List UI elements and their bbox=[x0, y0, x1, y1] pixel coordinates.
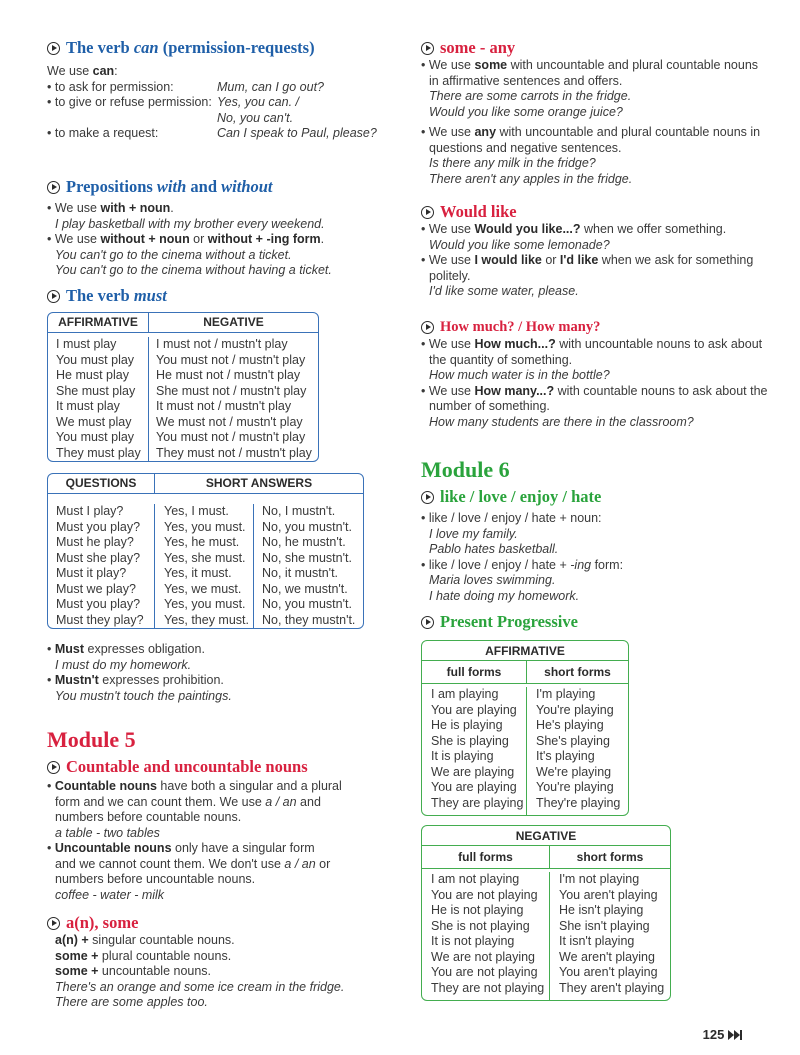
table-cell: You are not playing bbox=[431, 887, 538, 902]
table-cell: Must you play? bbox=[56, 597, 141, 611]
prep-example: You can't go to the cinema without having a ticket. bbox=[55, 263, 332, 277]
must-note: • Must expresses obligation. bbox=[47, 642, 205, 656]
table-cell: You're playing bbox=[536, 702, 614, 717]
table-cell: You must not / mustn't play bbox=[156, 430, 306, 444]
heading-some-any: some - any bbox=[421, 38, 771, 58]
table-column bbox=[48, 504, 155, 629]
table-cell: You are playing bbox=[431, 780, 517, 794]
cu-line: form and we can count them. We use a / an and bbox=[55, 794, 321, 809]
table-cell: Yes, he must. bbox=[164, 535, 240, 549]
table-cell: He is not playing bbox=[431, 903, 524, 917]
cu-line: numbers before uncountable nouns. bbox=[55, 872, 256, 886]
table-cell: No, you mustn't. bbox=[262, 597, 352, 611]
table-cell: They must play bbox=[56, 445, 141, 460]
table-cell: It isn't playing bbox=[559, 934, 635, 948]
section-would-like bbox=[421, 202, 771, 300]
table-cell: Must she play? bbox=[56, 550, 141, 565]
howmuch-example: How much water is in the bottle? bbox=[429, 368, 610, 382]
table-cell: She's playing bbox=[536, 733, 610, 748]
section-how-much bbox=[421, 317, 781, 430]
must-notes bbox=[47, 642, 387, 704]
table-cell: You must play bbox=[56, 430, 135, 444]
table-cell: Yes, I must. bbox=[164, 504, 229, 518]
table-cell: You aren't playing bbox=[559, 887, 658, 902]
prep-line: • We use without + noun or without + -ing form. bbox=[47, 232, 325, 246]
cu-example: coffee - water - milk bbox=[55, 887, 165, 902]
present-progressive-negative-table bbox=[421, 825, 671, 1001]
like-example: I hate doing my homework. bbox=[429, 588, 580, 603]
table-cell: You must play bbox=[56, 352, 135, 367]
table-cell: They are not playing bbox=[431, 980, 545, 995]
audio-play-icon[interactable] bbox=[421, 206, 434, 219]
table-title: NEGATIVE bbox=[422, 826, 670, 846]
like-example: Pablo hates basketball. bbox=[429, 542, 559, 556]
section-some-any bbox=[421, 38, 771, 187]
table-cell: No, you mustn't. bbox=[262, 519, 352, 534]
table-header: short forms bbox=[544, 665, 611, 679]
heading-an-some: a(n), some bbox=[47, 913, 387, 933]
prep-line: • We use with + noun. bbox=[47, 201, 174, 215]
an-line: some + plural countable nouns. bbox=[55, 948, 232, 963]
page-number: 125 bbox=[703, 1027, 742, 1043]
table-cell: You are playing bbox=[431, 702, 517, 717]
prep-example: You can't go to the cinema without a ticket. bbox=[55, 247, 292, 262]
table-header: AFFIRMATIVE bbox=[48, 313, 149, 332]
audio-play-icon[interactable] bbox=[421, 321, 434, 334]
table-header: full forms bbox=[422, 846, 550, 868]
table-cell: Must it play? bbox=[56, 566, 127, 580]
table-cell: You must not / mustn't play bbox=[156, 352, 306, 367]
section-verb-can bbox=[47, 38, 387, 142]
table-cell: He's playing bbox=[536, 718, 604, 732]
table-cell: No, we mustn't. bbox=[262, 581, 348, 596]
can-row: • to ask for permission: Mum, can I go out? bbox=[47, 79, 325, 94]
must-note: • Mustn't expresses prohibition. bbox=[47, 673, 224, 687]
table-cell: She isn't playing bbox=[559, 918, 650, 933]
table-header: full forms bbox=[422, 661, 527, 683]
must-affirmative-negative-table bbox=[47, 312, 319, 462]
table-cell: I'm playing bbox=[536, 687, 596, 701]
someany-line: questions and negative sentences. bbox=[429, 140, 622, 155]
audio-play-icon[interactable] bbox=[47, 917, 60, 930]
heading-like-love: like / love / enjoy / hate bbox=[421, 487, 771, 507]
table-cell: We are playing bbox=[431, 764, 515, 779]
table-cell: She is playing bbox=[431, 733, 509, 748]
someany-line: in affirmative sentences and offers. bbox=[429, 73, 623, 88]
table-cell: No, he mustn't. bbox=[262, 535, 346, 549]
table-cell: We aren't playing bbox=[559, 949, 655, 964]
module-6 bbox=[421, 457, 771, 632]
next-page-icon[interactable] bbox=[728, 1028, 742, 1044]
table-cell: Yes, it must. bbox=[164, 566, 232, 580]
an-line: some + uncountable nouns. bbox=[55, 964, 212, 978]
like-example: I love my family. bbox=[429, 526, 518, 541]
table-cell: I must not / mustn't play bbox=[156, 337, 288, 351]
table-column bbox=[550, 872, 670, 1000]
cu-example: a table - two tables bbox=[55, 825, 160, 840]
table-cell: They're playing bbox=[536, 795, 621, 810]
must-questions-table bbox=[47, 473, 364, 629]
heading-prepositions: Prepositions with and without bbox=[47, 177, 387, 197]
howmuch-line: • We use How many...? with countable nouns to ask about the bbox=[421, 383, 768, 398]
wouldlike-example: I'd like some water, please. bbox=[429, 284, 579, 298]
howmuch-example: How many students are there in the classroom? bbox=[429, 414, 694, 429]
module-6-title: Module 6 bbox=[421, 457, 510, 482]
cu-line: • Uncountable nouns only have a singular form bbox=[47, 841, 315, 855]
someany-example: Would you like some orange juice? bbox=[429, 104, 623, 119]
table-cell: She is not playing bbox=[431, 918, 530, 933]
audio-play-icon[interactable] bbox=[47, 181, 60, 194]
table-header: short forms bbox=[576, 850, 644, 864]
audio-play-icon[interactable] bbox=[421, 616, 434, 629]
must-example: I must do my homework. bbox=[55, 657, 192, 672]
table-cell: It must not / mustn't play bbox=[156, 399, 292, 413]
table-cell: It's playing bbox=[536, 749, 595, 763]
audio-play-icon[interactable] bbox=[47, 761, 60, 774]
table-cell: Yes, they must. bbox=[164, 612, 249, 627]
section-prepositions bbox=[47, 177, 387, 279]
table-cell: I am not playing bbox=[431, 872, 520, 886]
table-cell: He is playing bbox=[431, 718, 503, 732]
table-column bbox=[155, 504, 254, 629]
table-cell: Yes, we must. bbox=[164, 581, 242, 596]
table-column bbox=[422, 687, 527, 815]
table-header: QUESTIONS bbox=[48, 474, 155, 493]
table-header: NEGATIVE bbox=[203, 315, 264, 329]
cu-line: numbers before countable nouns. bbox=[55, 810, 242, 824]
someany-example: There are some carrots in the fridge. bbox=[429, 89, 632, 103]
table-cell: It is playing bbox=[431, 749, 494, 763]
heading-would-like: Would like bbox=[421, 202, 771, 222]
table-cell: Yes, she must. bbox=[164, 550, 246, 565]
wouldlike-line: • We use Would you like...? when we offer something. bbox=[421, 222, 727, 236]
heading-how-much: How much? / How many? bbox=[421, 317, 781, 337]
table-cell: Must they play? bbox=[56, 612, 144, 627]
wouldlike-example: Would you like some lemonade? bbox=[429, 237, 610, 252]
table-cell: It must play bbox=[56, 399, 120, 413]
table-column bbox=[254, 504, 363, 629]
cu-line: and we cannot count them. We don't use a / an or bbox=[55, 856, 331, 871]
table-title: AFFIRMATIVE bbox=[422, 641, 628, 661]
table-column bbox=[149, 337, 318, 462]
table-cell: He isn't playing bbox=[559, 903, 644, 917]
someany-line: • We use any with uncountable and plural countable nouns in bbox=[421, 125, 761, 139]
someany-example: There aren't any apples in the fridge. bbox=[429, 171, 633, 186]
table-cell: She must play bbox=[56, 383, 136, 398]
table-cell: No, it mustn't. bbox=[262, 566, 339, 580]
heading-countable-uncountable: Countable and uncountable nouns bbox=[47, 757, 387, 777]
howmuch-line: number of something. bbox=[429, 399, 550, 413]
table-cell: He must play bbox=[56, 368, 129, 382]
table-cell: No, they mustn't. bbox=[262, 612, 356, 627]
audio-play-icon[interactable] bbox=[421, 42, 434, 55]
table-cell: It is not playing bbox=[431, 934, 515, 948]
table-cell: You're playing bbox=[536, 780, 614, 794]
module-5 bbox=[47, 727, 387, 1011]
table-cell: We must play bbox=[56, 414, 132, 429]
table-cell: I am playing bbox=[431, 687, 499, 701]
like-line: • like / love / enjoy / hate + -ing form: bbox=[421, 557, 624, 572]
like-example: Maria loves swimming. bbox=[429, 573, 556, 587]
table-cell: They must not / mustn't play bbox=[156, 445, 312, 460]
table-cell: We're playing bbox=[536, 764, 612, 779]
wouldlike-line: politely. bbox=[429, 268, 471, 283]
someany-example: Is there any milk in the fridge? bbox=[429, 156, 596, 170]
table-cell: She must not / mustn't play bbox=[156, 383, 307, 398]
table-cell: You aren't playing bbox=[559, 965, 658, 979]
module-5-title: Module 5 bbox=[47, 727, 136, 752]
table-cell: Must he play? bbox=[56, 535, 134, 549]
an-example: There's an orange and some ice cream in the fridge. bbox=[55, 979, 345, 994]
audio-play-icon[interactable] bbox=[47, 290, 60, 303]
howmuch-line: • We use How much...? with uncountable nouns to ask about bbox=[421, 337, 763, 351]
table-cell: Yes, you must. bbox=[164, 519, 246, 534]
table-cell: I'm not playing bbox=[559, 872, 640, 886]
an-example: There are some apples too. bbox=[55, 995, 208, 1009]
table-column bbox=[527, 687, 628, 815]
table-cell: They aren't playing bbox=[559, 980, 665, 995]
prep-example: I play basketball with my brother every weekend. bbox=[55, 216, 325, 231]
table-cell: They are playing bbox=[431, 795, 524, 810]
table-cell: No, I mustn't. bbox=[262, 504, 336, 518]
table-cell: He must not / mustn't play bbox=[156, 368, 301, 382]
table-cell: Must we play? bbox=[56, 581, 136, 596]
table-cell: Yes, you must. bbox=[164, 597, 246, 611]
can-row: • to make a request: Can I speak to Paul, please? bbox=[47, 126, 377, 140]
table-cell: Must I play? bbox=[56, 504, 124, 518]
table-cell: Must you play? bbox=[56, 519, 141, 534]
wouldlike-line: • We use I would like or I'd like when we ask for something bbox=[421, 253, 754, 267]
table-cell: We are not playing bbox=[431, 949, 535, 964]
an-line: a(n) + singular countable nouns. bbox=[55, 933, 235, 947]
can-intro: We use can: bbox=[47, 64, 118, 78]
present-progressive-affirmative-table bbox=[421, 640, 629, 816]
must-example: You mustn't touch the paintings. bbox=[55, 688, 232, 703]
someany-line: • We use some with uncountable and plural countable nouns bbox=[421, 58, 759, 72]
heading-verb-must: The verb must bbox=[47, 286, 387, 306]
table-cell: I must play bbox=[56, 337, 117, 351]
howmuch-line: the quantity of something. bbox=[429, 352, 573, 367]
table-header: SHORT ANSWERS bbox=[205, 476, 313, 490]
table-column bbox=[422, 872, 550, 1000]
audio-play-icon[interactable] bbox=[47, 42, 60, 55]
table-cell: You are not playing bbox=[431, 965, 538, 979]
cu-line: • Countable nouns have both a singular and a plural bbox=[47, 779, 342, 793]
like-line: • like / love / enjoy / hate + noun: bbox=[421, 511, 602, 525]
table-cell: We must not / mustn't play bbox=[156, 414, 303, 429]
table-column bbox=[48, 337, 149, 462]
audio-play-icon[interactable] bbox=[421, 491, 434, 504]
table-cell: No, she mustn't. bbox=[262, 550, 352, 565]
heading-verb-can: The verb can (permission-requests) bbox=[47, 38, 387, 58]
can-row: No, you can't. bbox=[217, 110, 294, 125]
heading-present-progressive: Present Progressive bbox=[421, 612, 771, 632]
can-row: • to give or refuse permission: Yes, you can. / bbox=[47, 95, 299, 109]
